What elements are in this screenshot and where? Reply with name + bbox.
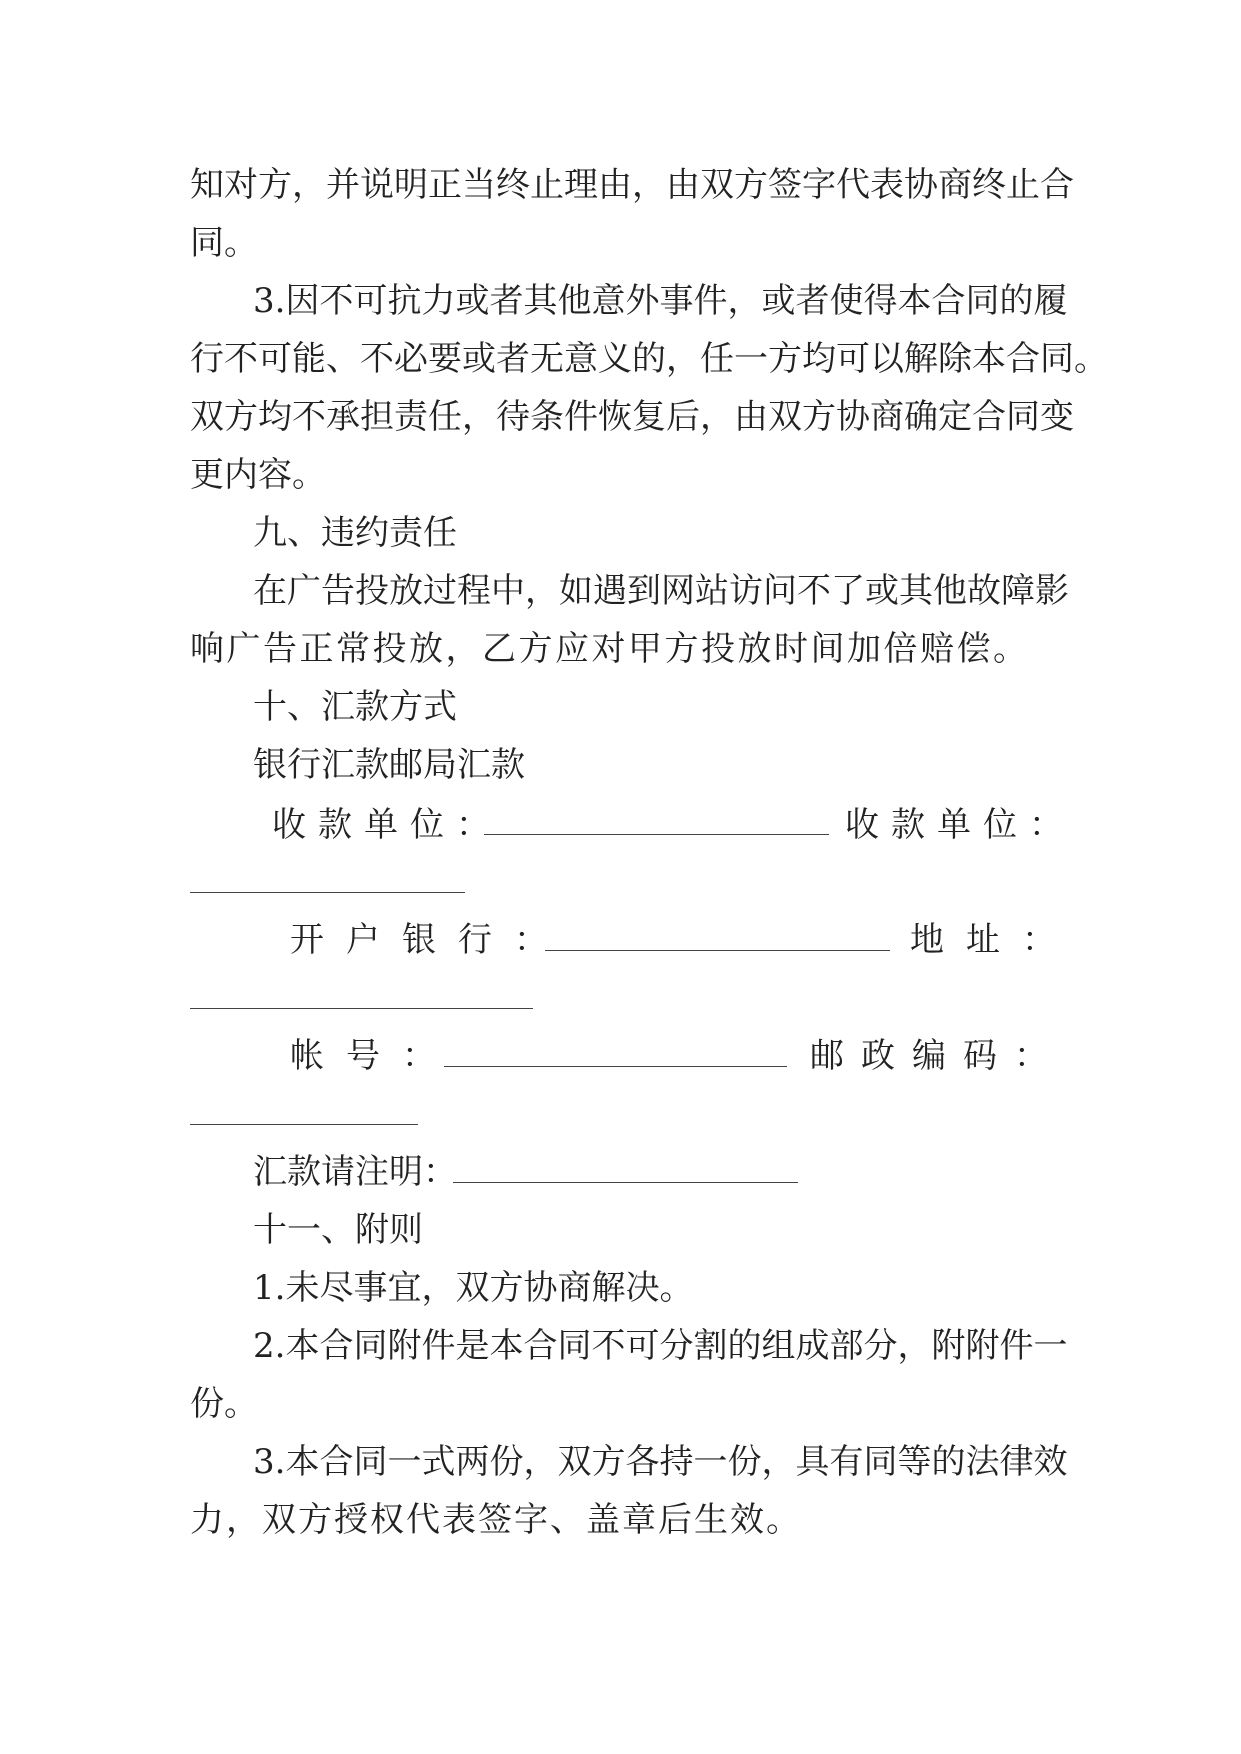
address-blank[interactable]: [190, 1008, 533, 1009]
paragraph-line: 1.未尽事宜，双方协商解决。: [253, 1268, 694, 1308]
remittance-note-label: 汇款请注明：: [253, 1152, 457, 1192]
postcode-label: 邮政编码：: [810, 1036, 1065, 1076]
bank-blank[interactable]: [545, 950, 890, 951]
paragraph-line: 行 不 可 能 、 不 必 要 或 者 无 意 义 的 ， 任 一 方 均 可 以 解 除 本 合 同 。: [190, 339, 1108, 379]
address-label: 地址：: [910, 920, 1078, 960]
paragraph-line: 更内容。: [190, 455, 326, 495]
section-heading: 十、汇款方式: [253, 687, 457, 727]
paragraph-line: 知 对 方 ， 并 说 明 正 当 终 止 理 由 ， 由 双 方 签 字 代 表 协 商 终 止 合: [190, 165, 1074, 205]
account-label: 帐号：: [290, 1036, 458, 1076]
paragraph-line: 在 广 告 投 放 过 程 中 ， 如 遇 到 网 站 访 问 不 了 或 其 他 故 障 影: [253, 571, 1069, 611]
payee-label-left: 收款单位：: [272, 805, 502, 845]
paragraph-line: 3. 本 合 同 一 式 两 份 ， 双 方 各 持 一 份 ， 具 有 同 等 的 法 律 效: [253, 1442, 1068, 1482]
paragraph-line: 双 方 均 不 承 担 责 任 ， 待 条 件 恢 复 后 ， 由 双 方 协 商 确 定 合 同 变: [190, 397, 1074, 437]
payee-blank-right[interactable]: [190, 892, 465, 893]
paragraph-line: 3. 因 不 可 抗 力 或 者 其 他 意 外 事 件 ， 或 者 使 得 本 合 同 的 履: [253, 281, 1068, 321]
remittance-note-blank[interactable]: [453, 1182, 798, 1183]
paragraph-line: 响广告正常投放，乙方应对甲方投放时间加倍赔偿。: [190, 629, 1030, 669]
section-heading: 九、违约责任: [253, 513, 457, 553]
paragraph-line: 银行汇款邮局汇款: [253, 745, 525, 785]
account-blank[interactable]: [444, 1066, 787, 1067]
paragraph-line: 份。: [190, 1384, 258, 1424]
postcode-blank[interactable]: [190, 1124, 418, 1125]
paragraph-line: 力，双方授权代表签字、盖章后生效。: [190, 1500, 802, 1540]
section-heading: 十一、附则: [253, 1210, 423, 1250]
paragraph-line: 同。: [190, 223, 258, 263]
paragraph-line: 2. 本 合 同 附 件 是 本 合 同 不 可 分 割 的 组 成 部 分 ， 附 附 件 一: [253, 1326, 1068, 1366]
payee-label-right: 收款单位：: [845, 805, 1075, 845]
payee-blank-left[interactable]: [484, 834, 829, 835]
bank-label: 开户银行：: [290, 920, 570, 960]
